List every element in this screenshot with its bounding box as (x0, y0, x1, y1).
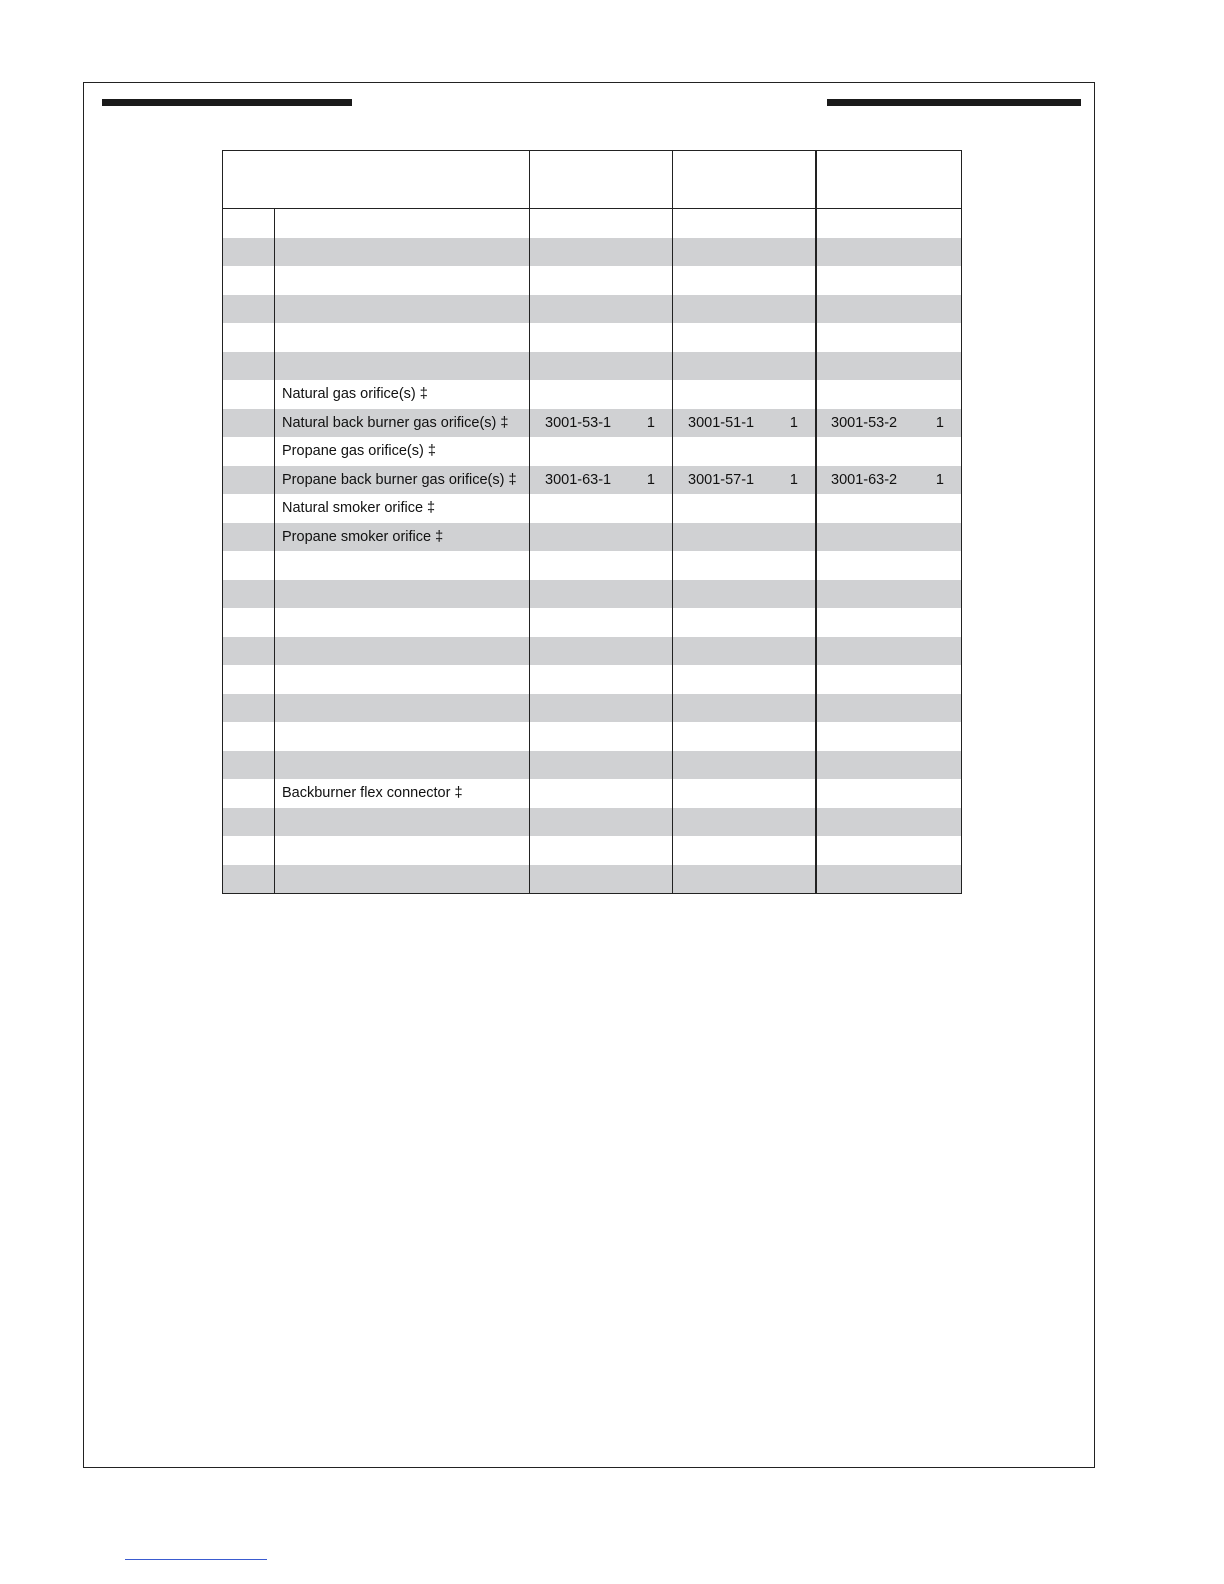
item-number-cell (223, 266, 274, 295)
column-divider-description (274, 208, 275, 893)
table-row (223, 266, 961, 295)
model-3-cell (816, 437, 962, 466)
item-number-cell (223, 409, 274, 438)
description-cell (274, 209, 530, 238)
model-1-cell (530, 551, 673, 580)
model-3-cell (816, 323, 962, 352)
model-3-cell (816, 266, 962, 295)
description-cell (274, 380, 530, 409)
item-number-cell (223, 295, 274, 324)
model-3-cell (816, 836, 962, 865)
model-1-part-number: 3001-63-1 (545, 471, 612, 488)
model-3-part-number: 3001-53-2 (831, 414, 898, 431)
table-row (223, 694, 961, 723)
table-header-row (223, 151, 961, 209)
model-2-cell (673, 836, 816, 865)
model-2-cell (673, 665, 816, 694)
model-2-cell (673, 238, 816, 267)
table-row (223, 352, 961, 381)
model-2-cell (673, 722, 816, 751)
model-3-cell (816, 209, 962, 238)
description-cell (274, 580, 530, 609)
model-2-cell (673, 779, 816, 808)
item-number-cell (223, 352, 274, 381)
model-1-cell (530, 437, 673, 466)
model-2-cell (673, 409, 816, 438)
description-text: Natural gas orifice(s) ‡ (282, 386, 428, 403)
model-3-cell (816, 694, 962, 723)
table-row (223, 751, 961, 780)
description-text: Natural smoker orifice ‡ (282, 500, 436, 517)
model-1-cell (530, 295, 673, 324)
table-row (223, 608, 961, 637)
model-2-cell (673, 865, 816, 894)
model-3-part-number: 3001-63-2 (831, 471, 898, 488)
model-1-quantity: 1 (646, 471, 655, 488)
item-number-cell (223, 580, 274, 609)
model-3-quantity: 1 (935, 471, 944, 488)
model-3-cell (816, 608, 962, 637)
table-row (223, 323, 961, 352)
table-body (223, 209, 961, 893)
model-2-cell (673, 580, 816, 609)
model-2-cell (673, 437, 816, 466)
description-cell (274, 779, 530, 808)
parts-table (222, 150, 962, 894)
model-3-cell (816, 751, 962, 780)
model-1-cell (530, 466, 673, 495)
model-1-cell (530, 409, 673, 438)
column-divider-model-3 (815, 151, 817, 893)
model-2-part-number: 3001-51-1 (688, 414, 755, 431)
model-3-cell (816, 551, 962, 580)
model-3-cell (816, 637, 962, 666)
table-row (223, 494, 961, 523)
model-2-cell (673, 523, 816, 552)
model-2-cell (673, 751, 816, 780)
model-1-cell (530, 380, 673, 409)
description-cell (274, 694, 530, 723)
description-text: Propane smoker orifice ‡ (282, 528, 444, 545)
item-number-cell (223, 466, 274, 495)
header-rule-right (827, 99, 1081, 106)
model-2-quantity: 1 (789, 471, 798, 488)
model-2-cell (673, 494, 816, 523)
model-1-cell (530, 580, 673, 609)
model-2-cell (673, 295, 816, 324)
model-3-cell (816, 523, 962, 552)
model-2-cell (673, 608, 816, 637)
model-1-cell (530, 352, 673, 381)
model-3-cell (816, 722, 962, 751)
table-row (223, 580, 961, 609)
header-rule-left (102, 99, 352, 106)
description-text: Backburner flex connector ‡ (282, 785, 463, 802)
model-2-cell (673, 323, 816, 352)
item-number-cell (223, 209, 274, 238)
item-number-cell (223, 751, 274, 780)
model-3-cell (816, 494, 962, 523)
model-2-cell (673, 637, 816, 666)
table-row (223, 637, 961, 666)
model-2-cell (673, 352, 816, 381)
model-2-cell (673, 209, 816, 238)
model-3-quantity: 1 (935, 414, 944, 431)
model-1-cell (530, 865, 673, 894)
model-1-cell (530, 323, 673, 352)
item-number-cell (223, 808, 274, 837)
model-1-cell (530, 209, 673, 238)
item-number-cell (223, 238, 274, 267)
model-1-cell (530, 722, 673, 751)
description-cell (274, 323, 530, 352)
item-number-cell (223, 779, 274, 808)
model-1-cell (530, 694, 673, 723)
table-row (223, 836, 961, 865)
model-3-cell (816, 580, 962, 609)
table-row (223, 380, 961, 409)
description-cell (274, 751, 530, 780)
table-row (223, 551, 961, 580)
table-row (223, 238, 961, 267)
model-1-part-number: 3001-53-1 (545, 414, 612, 431)
description-cell (274, 608, 530, 637)
table-row (223, 808, 961, 837)
item-number-cell (223, 608, 274, 637)
item-number-cell (223, 865, 274, 894)
description-cell (274, 409, 530, 438)
table-row (223, 722, 961, 751)
description-cell (274, 523, 530, 552)
item-number-cell (223, 437, 274, 466)
footer-link-underline[interactable] (125, 1559, 267, 1560)
description-cell (274, 665, 530, 694)
description-cell (274, 808, 530, 837)
model-3-cell (816, 779, 962, 808)
model-3-cell (816, 295, 962, 324)
table-row (223, 865, 961, 894)
table-row (223, 409, 961, 438)
model-2-cell (673, 551, 816, 580)
table-row (223, 295, 961, 324)
model-2-cell (673, 380, 816, 409)
description-cell (274, 295, 530, 324)
model-1-cell (530, 266, 673, 295)
description-cell (274, 865, 530, 894)
model-1-cell (530, 836, 673, 865)
description-cell (274, 551, 530, 580)
description-cell (274, 266, 530, 295)
item-number-cell (223, 836, 274, 865)
model-3-cell (816, 865, 962, 894)
description-text: Propane back burner gas orifice(s) ‡ (282, 471, 517, 488)
model-1-cell (530, 494, 673, 523)
description-cell (274, 352, 530, 381)
description-cell (274, 494, 530, 523)
item-number-cell (223, 665, 274, 694)
description-cell (274, 722, 530, 751)
model-1-cell (530, 779, 673, 808)
table-row (223, 523, 961, 552)
table-row (223, 209, 961, 238)
model-3-cell (816, 409, 962, 438)
model-3-cell (816, 380, 962, 409)
model-1-cell (530, 637, 673, 666)
model-2-part-number: 3001-57-1 (688, 471, 755, 488)
model-2-cell (673, 466, 816, 495)
description-cell (274, 238, 530, 267)
description-text: Propane gas orifice(s) ‡ (282, 443, 436, 460)
table-row (223, 466, 961, 495)
model-2-quantity: 1 (789, 414, 798, 431)
table-row (223, 779, 961, 808)
description-cell (274, 466, 530, 495)
item-number-cell (223, 637, 274, 666)
model-3-cell (816, 352, 962, 381)
item-number-cell (223, 323, 274, 352)
model-3-cell (816, 466, 962, 495)
table-row (223, 665, 961, 694)
description-cell (274, 437, 530, 466)
model-1-cell (530, 665, 673, 694)
item-number-cell (223, 722, 274, 751)
model-1-cell (530, 808, 673, 837)
model-3-cell (816, 238, 962, 267)
column-divider-model-2 (672, 151, 673, 893)
item-number-cell (223, 380, 274, 409)
item-number-cell (223, 523, 274, 552)
model-3-cell (816, 665, 962, 694)
model-1-cell (530, 751, 673, 780)
model-1-cell (530, 523, 673, 552)
description-cell (274, 637, 530, 666)
model-3-cell (816, 808, 962, 837)
model-1-cell (530, 608, 673, 637)
item-number-cell (223, 694, 274, 723)
model-2-cell (673, 694, 816, 723)
table-row (223, 437, 961, 466)
description-text: Natural back burner gas orifice(s) ‡ (282, 414, 509, 431)
item-number-cell (223, 494, 274, 523)
item-number-cell (223, 551, 274, 580)
model-2-cell (673, 266, 816, 295)
description-cell (274, 836, 530, 865)
model-1-quantity: 1 (646, 414, 655, 431)
model-1-cell (530, 238, 673, 267)
column-divider-model-1 (529, 151, 530, 893)
model-2-cell (673, 808, 816, 837)
